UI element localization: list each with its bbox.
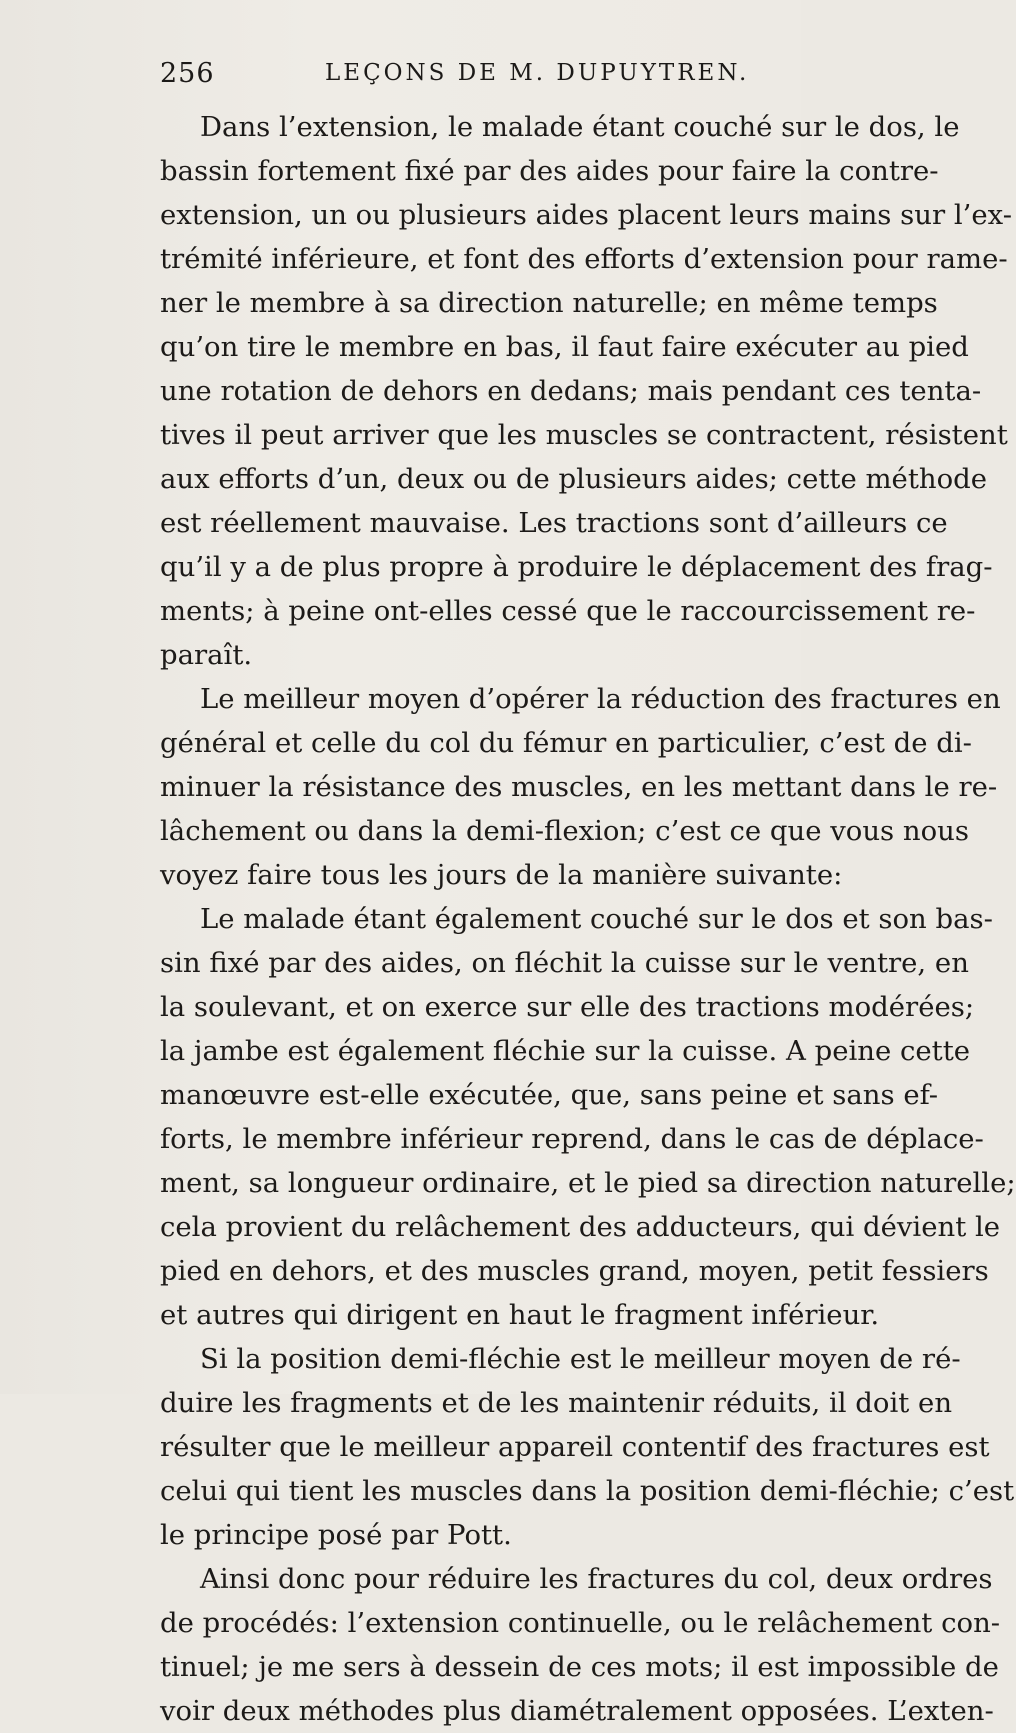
text-line: lâchement ou dans la demi-flexion; c’est ce que vous nous [160, 815, 969, 847]
text-line: et autres qui dirigent en haut le fragment inférieur. [160, 1299, 880, 1331]
text-line: trémité inférieure, et font des efforts d’extension pour rame- [160, 243, 1008, 275]
text-line: celui qui tient les muscles dans la position demi-fléchie; c’est [160, 1475, 1015, 1507]
text-line: voyez faire tous les jours de la manière suivante: [160, 859, 843, 891]
running-head: LEÇONS DE M. DUPUYTREN. [325, 60, 750, 86]
text-line: qu’on tire le membre en bas, il faut faire exécuter au pied [160, 331, 969, 363]
text-line: duire les fragments et de les maintenir réduits, il doit en [160, 1387, 953, 1419]
text-line: le principe posé par Pott. [160, 1519, 512, 1551]
text-line: la soulevant, et on exerce sur elle des tractions modérées; [160, 991, 975, 1023]
text-line: est réellement mauvaise. Les tractions sont d’ailleurs ce [160, 507, 948, 539]
page-number: 256 [160, 58, 215, 89]
text-line: général et celle du col du fémur en particulier, c’est de di- [160, 727, 972, 759]
text-line: manœuvre est-elle exécutée, que, sans peine et sans ef- [160, 1079, 939, 1111]
text-line: minuer la résistance des muscles, en les mettant dans le re- [160, 771, 998, 803]
text-line: ner le membre à sa direction naturelle; en même temps [160, 287, 938, 319]
text-line: Dans l’extension, le malade étant couché sur le dos, le [200, 111, 960, 143]
text-line: ments; à peine ont-elles cessé que le raccourcissement re- [160, 595, 976, 627]
text-line: résulter que le meilleur appareil contentif des fractures est [160, 1431, 990, 1463]
text-line: Si la position demi-fléchie est le meilleur moyen de ré- [200, 1343, 961, 1375]
text-line: Ainsi donc pour réduire les fractures du col, deux ordres [200, 1563, 993, 1595]
text-line: forts, le membre inférieur reprend, dans le cas de déplace- [160, 1123, 984, 1155]
text-line: Le meilleur moyen d’opérer la réduction des fractures en [200, 683, 1001, 715]
text-line: qu’il y a de plus propre à produire le déplacement des frag- [160, 551, 993, 583]
text-line: Le malade étant également couché sur le dos et son bas- [200, 903, 993, 935]
text-line: tinuel; je me sers à dessein de ces mots; il est impossible de [160, 1651, 999, 1683]
page-header [160, 58, 800, 94]
text-line: sin fixé par des aides, on fléchit la cuisse sur le ventre, en [160, 947, 969, 979]
text-line: cela provient du relâchement des adducteurs, qui dévient le [160, 1211, 1001, 1243]
text-line: aux efforts d’un, deux ou de plusieurs aides; cette méthode [160, 463, 988, 495]
text-line: la jambe est également fléchie sur la cuisse. A peine cette [160, 1035, 971, 1067]
text-line: paraît. [160, 639, 253, 671]
text-line: une rotation de dehors en dedans; mais pendant ces tenta- [160, 375, 982, 407]
text-line: bassin fortement fixé par des aides pour faire la contre- [160, 155, 939, 187]
text-line: pied en dehors, et des muscles grand, moyen, petit fessiers [160, 1255, 989, 1287]
text-line: tives il peut arriver que les muscles se contractent, résistent [160, 419, 1008, 451]
text-line: voir deux méthodes plus diamétralement opposées. L’exten- [160, 1695, 994, 1727]
text-line: ment, sa longueur ordinaire, et le pied sa direction naturelle; [160, 1167, 1016, 1199]
text-line: de procédés: l’extension continuelle, ou le relâchement con- [160, 1607, 1001, 1639]
text-line: extension, un ou plusieurs aides placent leurs mains sur l’ex- [160, 199, 1013, 231]
body-text [160, 105, 1016, 1733]
